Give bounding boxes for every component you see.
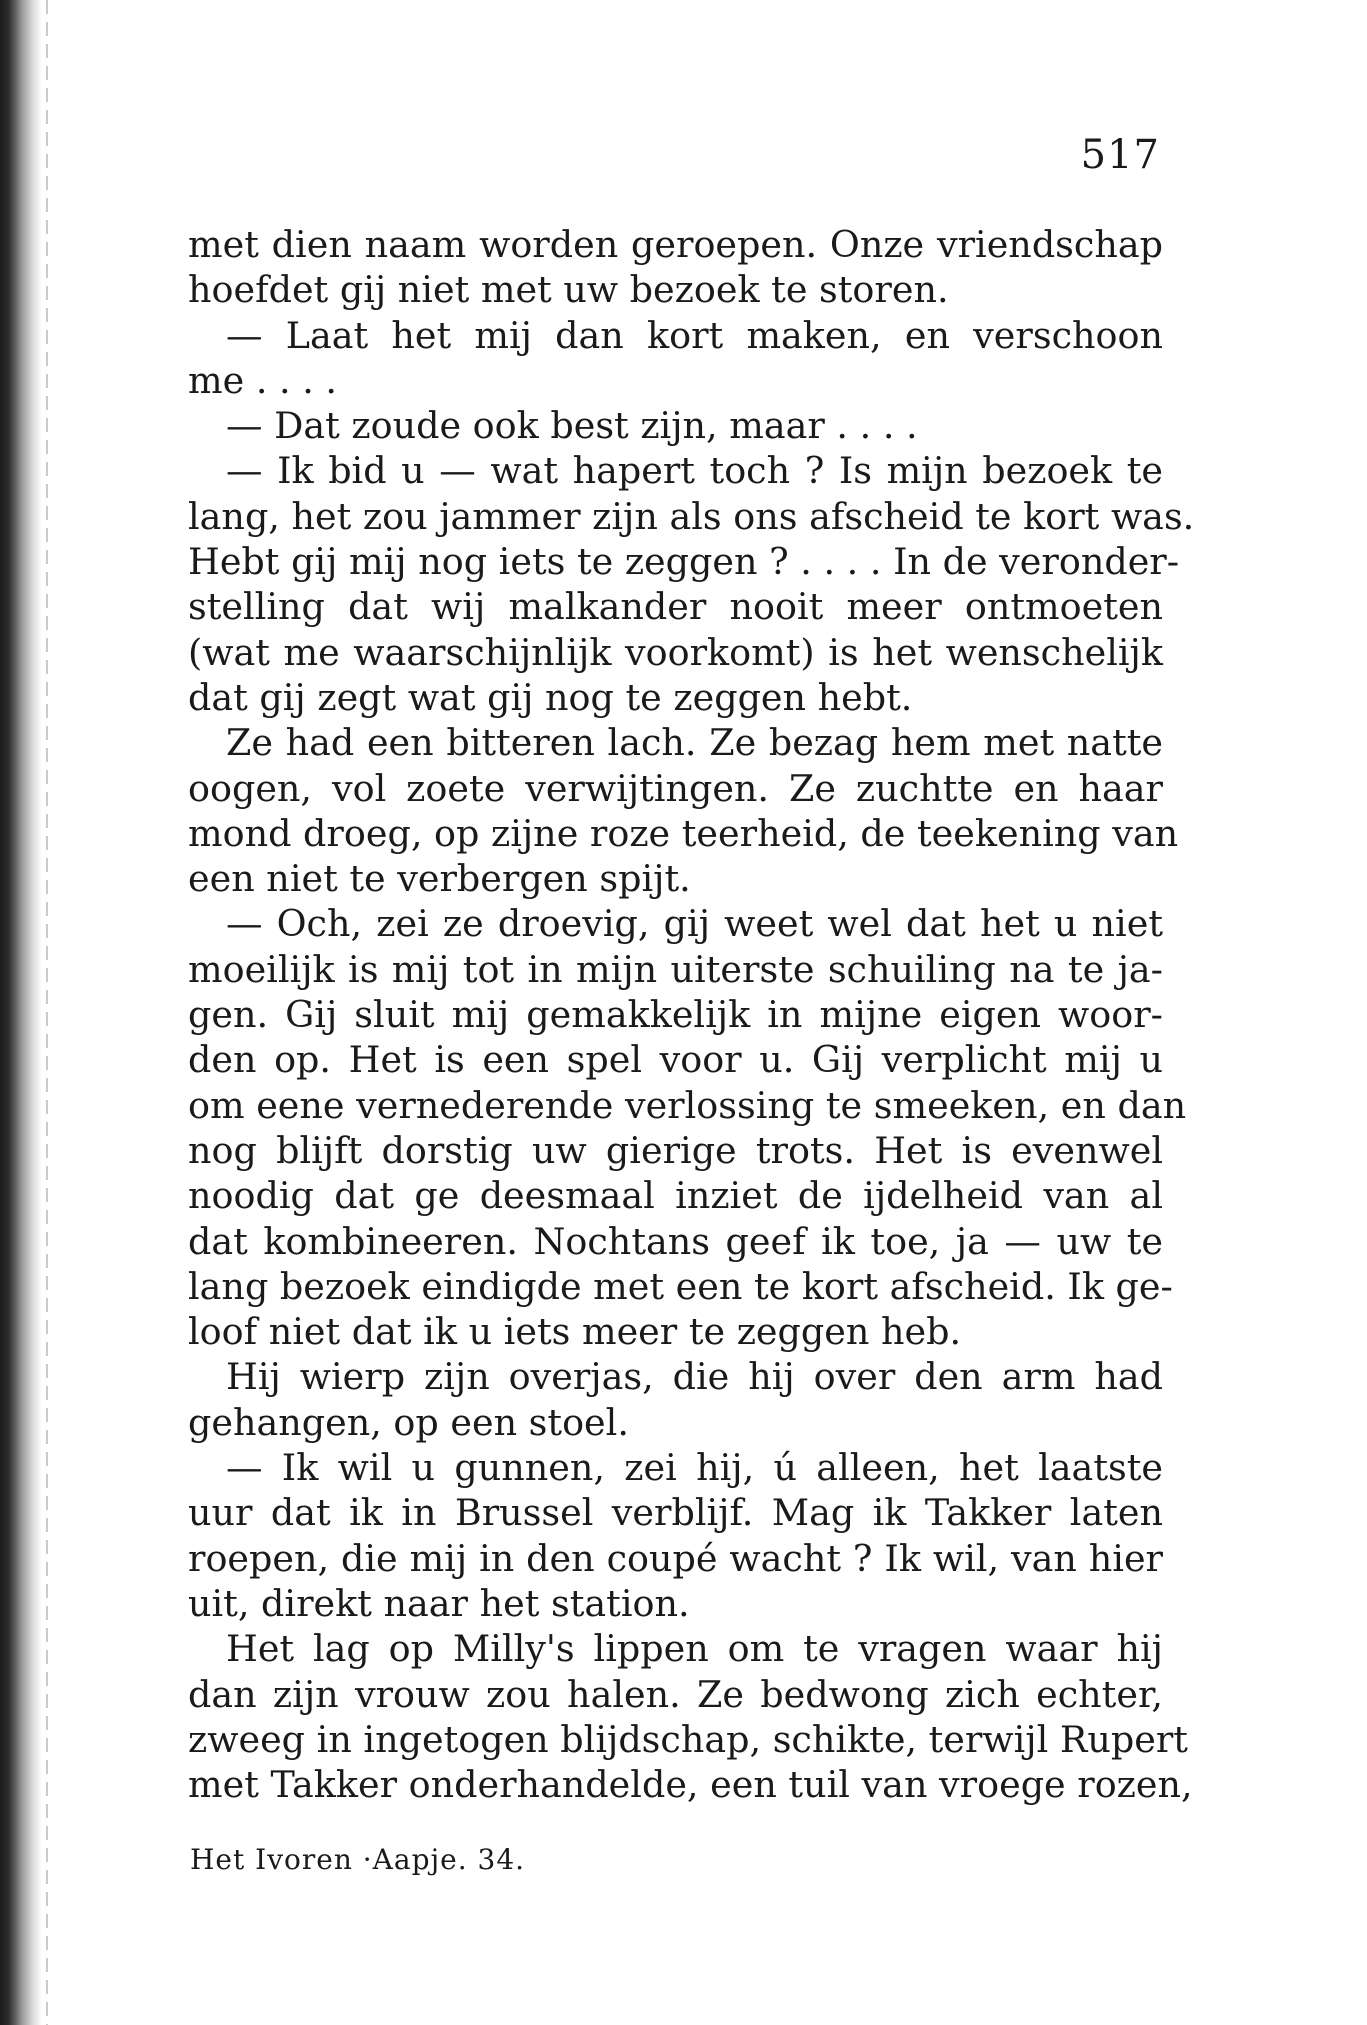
text-line: — Dat zoude ook best zijn, maar . . . . [226,404,918,448]
text-line: dat gij zegt wat gij nog te zeggen hebt. [188,675,913,719]
text-line: den op. Het is een spel voor u. Gij verplicht mij u [188,1038,1163,1082]
text-line: — Ik bid u — wat hapert toch ? Is mijn bezoek te [226,449,1163,493]
text-line: gehangen, op een stoel. [188,1400,629,1444]
text-line: — Laat het mij dan kort maken, en verschoon [226,313,1163,357]
page-number: 517 [1080,132,1160,178]
text-line: lang bezoek eindigde met een te kort afscheid. Ik ge- [188,1264,1173,1308]
text-line: Hebt gij mij nog iets te zeggen ? . . . . In de veronder- [188,540,1180,584]
text-line: (wat me waarschijnlijk voorkomt) is het wenschelijk [188,630,1163,674]
text-line: roepen, die mij in den coupé wacht ? Ik wil, van hier [188,1536,1163,1580]
text-line: stelling dat wij malkander nooit meer ontmoeten [188,585,1163,629]
text-line: me . . . . [188,358,338,402]
text-line: met Takker onderhandelde, een tuil van vroege rozen, [188,1763,1193,1807]
text-line: uit, direkt naar het station. [188,1581,690,1625]
text-line: moeilijk is mij tot in mijn uiterste schuiling na te ja- [188,947,1163,991]
text-line: — Och, zei ze droevig, gij weet wel dat het u niet [226,902,1163,946]
text-line: loof niet dat ik u iets meer te zeggen heb. [188,1310,962,1354]
text-line: — Ik wil u gunnen, zei hij, ú alleen, het laatste [226,1446,1163,1490]
text-line: gen. Gij sluit mij gemakkelijk in mijne eigen woor- [188,993,1163,1037]
book-binding-shadow [0,0,42,2025]
binding-edge-line [46,0,48,2025]
text-line: oogen, vol zoete verwijtingen. Ze zuchtte en haar [188,766,1163,810]
body-text [188,222,1195,1807]
text-line: nog blijft dorstig uw gierige trots. Het is evenwel [188,1128,1163,1172]
text-line: lang, het zou jammer zijn als ons afscheid te kort was. [188,494,1195,538]
text-line: mond droeg, op zijne roze teerheid, de teekening van [188,811,1179,855]
text-line: noodig dat ge deesmaal inziet de ijdelheid van al [188,1174,1163,1218]
text-line: zweeg in ingetogen blijdschap, schikte, terwijl Rupert [188,1717,1188,1761]
text-line: om eene vernederende verlossing te smeeken, en dan [188,1083,1187,1127]
signature-mark: Het Ivoren ·Aapje. 34. [190,1843,526,1876]
text-line: Ze had een bitteren lach. Ze bezag hem met natte [226,721,1163,765]
text-line: dat kombineeren. Nochtans geef ik toe, ja — uw te [188,1219,1163,1263]
text-line: hoefdet gij niet met uw bezoek te storen. [188,268,949,312]
text-line: dan zijn vrouw zou halen. Ze bedwong zich echter, [188,1672,1163,1716]
text-line: Hij wierp zijn overjas, die hij over den arm had [226,1355,1163,1399]
text-line: uur dat ik in Brussel verblijf. Mag ik Takker laten [188,1491,1163,1535]
text-line: Het lag op Milly's lippen om te vragen waar hij [226,1627,1163,1671]
text-line: met dien naam worden geroepen. Onze vriendschap [188,223,1163,266]
text-line: een niet te verbergen spijt. [188,857,691,901]
